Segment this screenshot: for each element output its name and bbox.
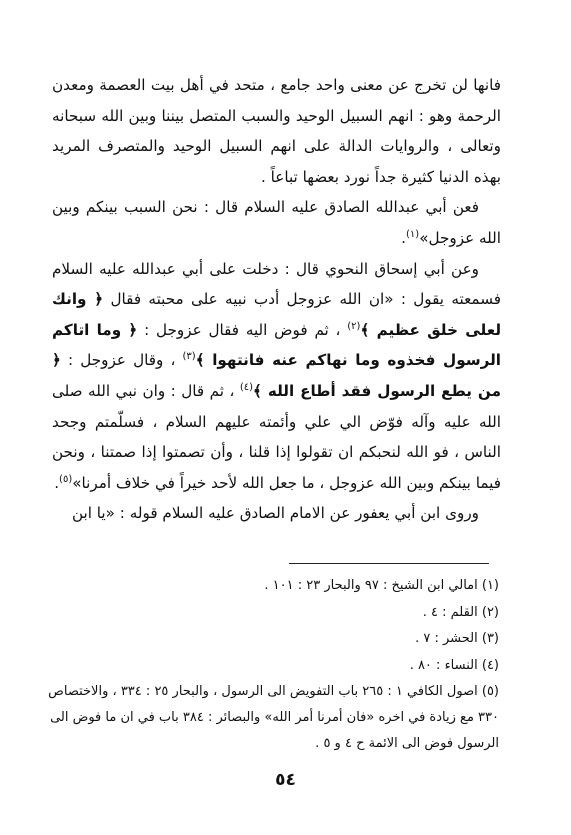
page-number: ٥٤: [275, 770, 296, 790]
footnotes: [39, 573, 499, 757]
footnote-ref-3: (٣): [182, 351, 196, 363]
paragraph-2-text: فعن أبي عبدالله الصادق عليه السلام قال : نحن السبب بينكم وبين الله عزوجل»: [52, 198, 501, 247]
paragraph-3-part-c: ، وقال عزوجل :: [68, 351, 176, 370]
footnote-ref-1: (١): [406, 228, 420, 240]
footnote-2: (٢) القلم : ٤ .: [422, 604, 499, 620]
quran-quote-3: ﴿ من يطع الرسول فقد أطاع الله ﴾: [52, 351, 502, 400]
paragraph-3-part-a: وعن أبي إسحاق النحوي قال : دخلت على أبي عبدالله عليه السلام فسمعته يقول : «ان الله عزوجل أدب نبيه على محبته فقال: [52, 259, 501, 309]
quran-quote-2: ﴿ وما اتاكم الرسول فخذوه وما نهاكم عنه فانتهوا ﴾: [52, 320, 502, 370]
paragraph-3: [52, 254, 501, 499]
paragraph-3-part-d: ، ثم قال : وان نبي الله صلى الله عليه وآله فوّض الي علي وأئمته عليهم السلام ، فسلّمتم وجحد الناس ، فو الله لنحبكم ان تقولوا إذا قلنا ، وأن تصمتوا إذا صمتنا ، ونحن فيما بينكم وبين الله عزوجل ، ما جعل الله لأحد خيراً في خلاف أمرنا»: [52, 381, 501, 492]
paragraph-3-end: .: [54, 473, 60, 492]
footnote-1: (١) امالي ابن الشيخ : ٩٧ والبحار ٢٣ : ١٠١ .: [264, 578, 499, 593]
footnote-ref-5: (٥): [59, 473, 73, 485]
paragraph-2: [52, 192, 501, 253]
paragraph-4: وروى ابن أبي يعفور عن الامام الصادق عليه السلام قوله : «يا ابن: [71, 504, 479, 523]
paragraph-1: فانها لن تخرج عن معنى واحد جامع ، متحد في أهل بيت العصمة ومعدن الرحمة وهو : انهم السبيل الوحيد والسبب المتصل بيننا وبين الله سبحانه وتعالى ، والروايات الدالة على انهم السبيل الوحيد والمتصرف المريد بهذه الدنيا كثيرة جداً نورد بعضها تباعاً .: [52, 76, 501, 186]
main-text: [52, 70, 501, 529]
footnote-ref-4: (٤): [239, 381, 254, 393]
paragraph-2-end: .: [401, 228, 406, 247]
footnote-separator: [289, 563, 489, 564]
paragraph-3-part-b: ، ثم فوض اليه فقال عزوجل :: [144, 320, 341, 339]
quran-quote-1: ﴿ وانك لعلى خلق عظيم ﴾: [52, 290, 502, 339]
footnote-5: (٥) اصول الكافي ١ : ٢٦٥ باب التفويض الى الرسول ، والبحار ٢٥ : ٣٣٤ ، والاختصاص ٣٣٠ مع زيادة في اخره «فان أمرنا أمر الله» والبصائر : ٣٨٤ باب في ان ما فوض الى الرسول فوض الى الائمة ح ٤ و ٥ .: [48, 684, 499, 751]
footnote-ref-2: (٢): [347, 320, 361, 332]
footnote-3: (٣) الحشر : ٧ .: [415, 631, 499, 646]
footnote-4: (٤) النساء : ٨٠ .: [409, 657, 499, 673]
